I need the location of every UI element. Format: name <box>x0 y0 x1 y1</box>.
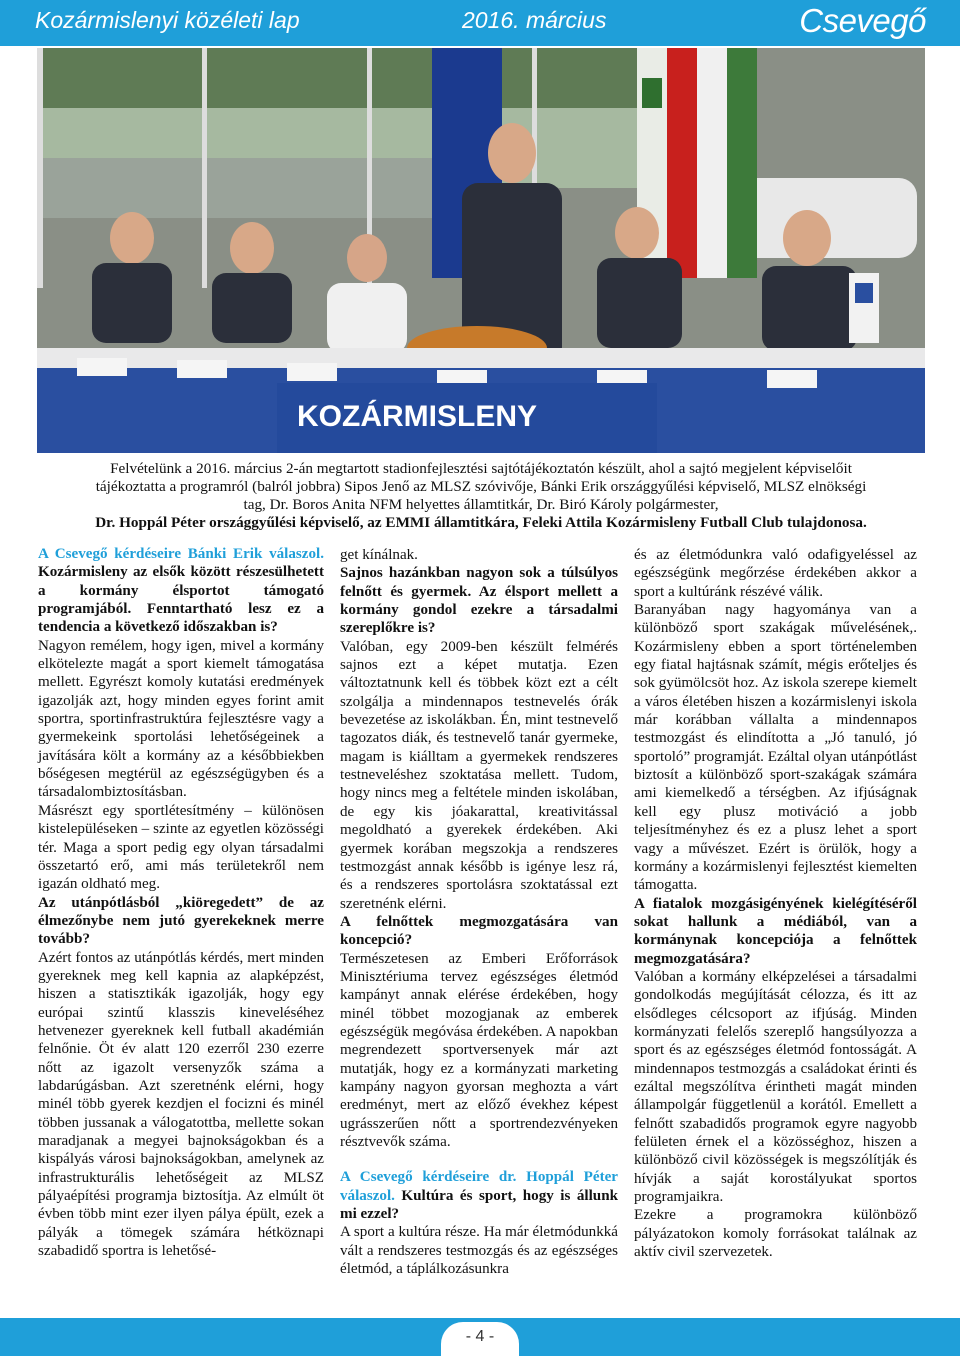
answer-paragraph: Valóban a kormány elképzelései a társadalmi gondolkodás megújítását célozza, és itt az elsődleges célcsoport az ifjúság. Minden kormányzati felelős szereplő hangsúlyozza a sport és az egészséges életmód fontosságát. A mindennapos testmozgás a családokat érinti és ezáltal megszólítva érintheti magát minden állampolgár függetlenül a korától. Emellett a felnőtt szabadidős programok egyre nagyobb felületen érnek el a közösséghoz, hiszen a különböző civil közösségek is megszólítják és hívják a saját korostályukat sportos programjaikra. <box>634 968 917 1206</box>
caption-line: Dr. Hoppál Péter országgyűlési képviselő, az EMMI államtitkára, Feleki Attila Kozármisleny Futball Club tulajdonosa. <box>95 514 867 531</box>
banner-text: KOZÁRMISLENY <box>297 400 537 433</box>
answer-paragraph: get kínálnak. <box>340 547 418 563</box>
answer-paragraph: Baranyában nagy hagyománya van a különböző sport szakágak művelésének,. Kozármisleny ebben a sport történelemben egy fiatal hajtásnak számít, mégis erőteljes és sok gyümölcsöt hoz. Az iskola szerepe kiemelt a város életében hiszen a kozármislenyi iskola már korábban vállalta a mindennapos testmozgást és elindította a „Jó tanuló, jó sportoló” programját. Ezáltal olyan utánpótlást biztosít a különböző sport-szakágak számára ami kiemelkedő a térségben. Az ifjúságnak kell egy plusz motiváció a jobb teljesítményhez és ez a plusz lehet a sport vagy a művészet. Ezért is örülök, hogy a kormány a kozármislenyi fejlesztést kiemelten támogatta. <box>634 602 917 894</box>
page-number: - 4 - <box>441 1322 519 1356</box>
publication-title: Kozármislenyi közéleti lap <box>35 7 300 33</box>
answer-paragraph: Ezekre a programokra különböző pályázatokon komoly forrásokat találnak az aktív civil szervezetek. <box>634 1207 917 1261</box>
photo-caption <box>37 460 925 532</box>
press-conference-photo <box>37 48 925 453</box>
answer-paragraph: és az életmódunkra való odafigyeléssel az egészségünk megőrzése érdekében akkor a sport a kultúránk részévé válik. <box>634 547 917 600</box>
caption-line: tag, Dr. Boros Anita NFM helyettes államtitkár, Dr. Biró Károly polgármester, <box>243 496 719 513</box>
answer-paragraph: Természetesen az Emberi Erőforrások Minisztériuma tervez egészséges életmód kampányt annak elérése érdekében, hogy minél többet mozogjanak az emberek egészségük megóvása érdekében. A napokban megrendezett sportversenyek már azt mutatják, hogy ez a kormányzati marketing kampány nagyon gyorsan meghozta a várt eredményt, mert az előző évekhez képest ugrásszerűen nőtt a sportrendezvényeken résztvevők száma. <box>340 950 618 1150</box>
article-column-2 <box>340 546 618 1278</box>
answer-paragraph: A sport a kultúra része. Ha már életmódunkká vált a rendszeres testmozgás és az egészséges életmód, a táplálkozásunkra <box>340 1224 618 1278</box>
question: Kozármisleny az elsők között részesülhetett a kormány élsportot támogató programjából. Fenntartható lesz ez a tendencia a következő időszakban is? <box>38 564 324 636</box>
question: A fiatalok mozgásigényének kielégítéséről sokat hallunk a médiából, van a kormánynak koncepciója a felnőttek megmozgatására? <box>634 895 917 967</box>
page-header <box>0 0 960 46</box>
caption-line: Felvételünk a 2016. március 2-án megtartott stadionfejlesztési sajtótájékoztatón készült, ahol a sajtó megjelent képviselőit <box>110 460 852 477</box>
question: Az utánpótlásból „kiöregedett” de az élmezőnybe nem jutó gyerekeknek merre tovább? <box>38 894 324 948</box>
caption-line: tájékoztatta a programról (balról jobbra) Sipos Jenő az MLSZ szóvivője, Bánki Erik országgyűlési képviselő, MLSZ elnökségi <box>95 478 867 495</box>
article-column-3 <box>634 546 917 1261</box>
article-column-1 <box>38 545 324 1260</box>
question: Sajnos hazánkban nagyon sok a túlsúlyos felnőtt és gyermek. Az élsport mellett a kormány gondol ezekre a társadalmi szereplőkre is? <box>340 565 618 637</box>
magazine-name: Csevegő <box>799 2 926 39</box>
interview-intro: A Csevegő kérdéseire Bánki Erik válaszol. <box>38 546 324 562</box>
answer-paragraph: Valóban, egy 2009-ben készült felmérés sajnos ezt a képet mutatja. Ezen változtatnunk kell és többek közt ezt a célt szolgálja a mindennapos testnevelés órák bevezetése az iskolákban. Én, mint testnevelő tagozatos diák, és testnevelő tanár gyermeke, magam is kiálltam a gyermekek rendszeres testneveléshez szoktatása mellett. Tudom, hogy nincs meg a feltétele minden iskolában, de egy kis jóakarattal, kreativitással megoldható a gyerekek érdekében. Aki gyermek korában megszokja a rendszeres testmozgást annak később is igénye lesz rá, és a rendszeres sportolásra szoktatással ezt szeretnénk elérni. <box>340 638 618 912</box>
answer-paragraph: Másrészt egy sportlétesítmény – különösen kistelepüléseken – szinte az egyetlen közösségi tér. Maga a sport pedig egy olyan társadalmi összetartó erő, ami más területekről nem igazán oldható meg. <box>38 802 324 893</box>
issue-date: 2016. március <box>462 7 607 33</box>
question: A felnőttek megmozgatására van koncepció? <box>340 913 618 949</box>
question: Kultúra és sport, hogy is állunk mi ezzel? <box>340 1187 618 1223</box>
answer-paragraph: Nagyon remélem, hogy igen, mivel a kormány elkötelezte magát a sport kiemelt támogatása mellett. Egyrészt komoly kutatási eredmények igazolják azt, hogy minden egyes forint amit sportra, sportinfrastruktúra fejlesztésre vagy a gyermekeink sportolási lehetőségeinek a javítására költ a kormány az a későbbiekben bőségesen megtérül az egészségügyben és a társadalombiztosításban. <box>38 637 324 801</box>
answer-paragraph: Azért fontos az utánpótlás kérdés, mert minden gyereknek meg kell kapnia az alapképzést, hiszen a statisztikák igazolják, hogy egy európai szintű klasszis kineveléséhez hetvenezer gyereknek kell futball akadémián felnőnie. Öt év alatt 120 ezerről 230 ezerre nőtt az igazolt versenyzők száma a labdarúgásban. Azt szeretnénk elérni, hogy minél több gyerek kezdjen el focizni és minél többen jussanak a válogatottba, mellette sokan maradjanak a megyei bajnokságokban és a kispályás városi bajnokságokban, amelynek az infrastrukturális lehetőségeit az MLSZ pályaépítési programja biztosítja. Az elmúlt öt évben több mint ezer ilyen pálya épült, ezek a pályák a tömegek számára hétköznapi szabadidő sportra is lehetősé- <box>38 949 324 1260</box>
interview-intro: A Csevegő kérdéseire dr. Hoppál Péter válaszol. <box>340 1169 618 1204</box>
